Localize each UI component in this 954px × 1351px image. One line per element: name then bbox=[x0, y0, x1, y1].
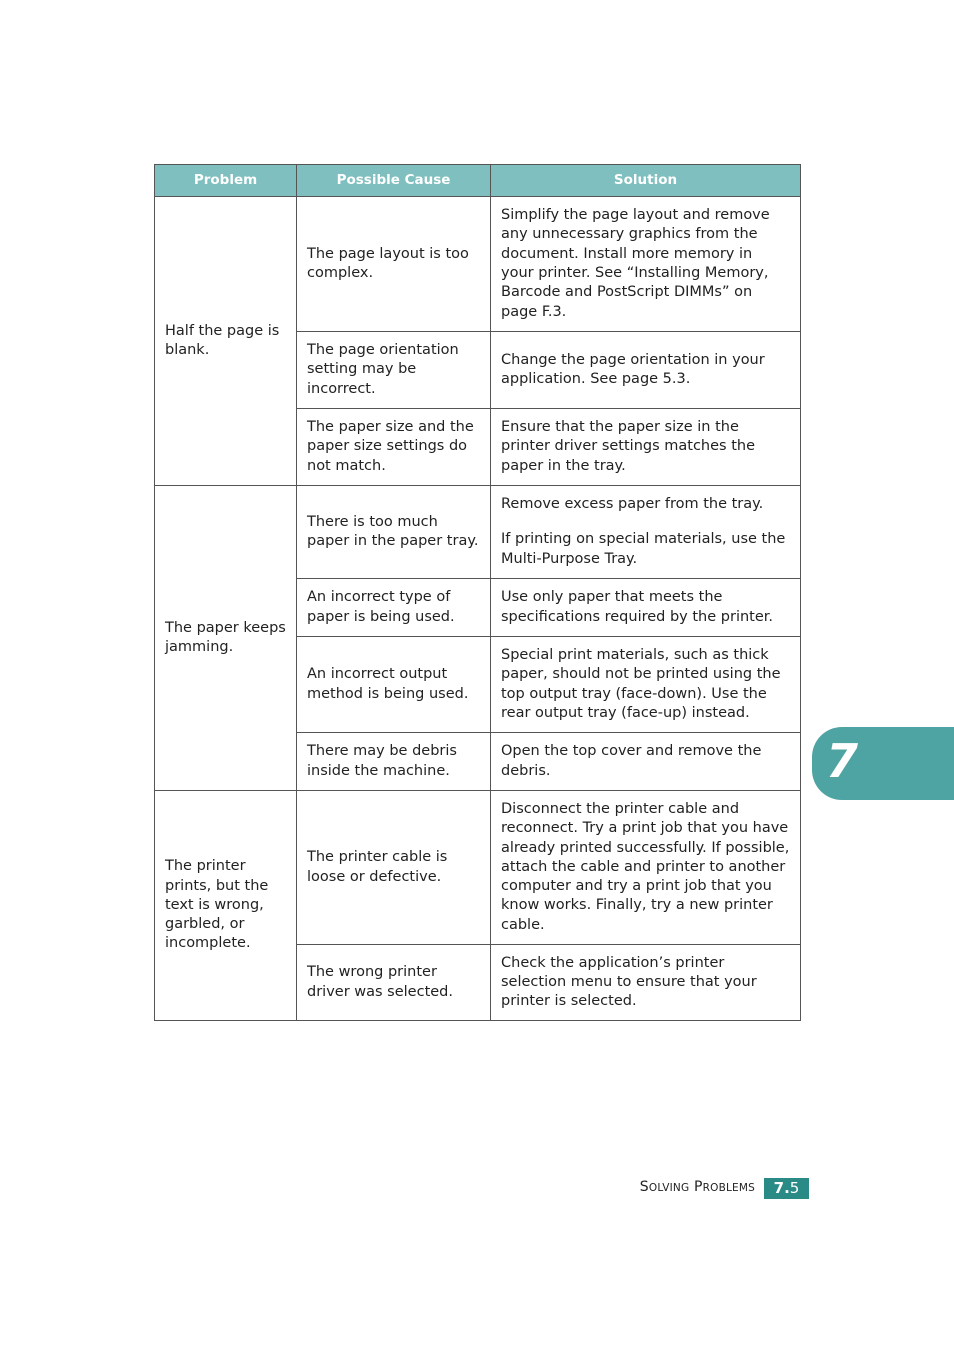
header-solution: Solution bbox=[491, 165, 801, 197]
solution-line: debris. bbox=[501, 762, 551, 779]
cause-line: The page orientation bbox=[307, 342, 459, 359]
cause-cell bbox=[297, 945, 491, 1021]
footer-section-title bbox=[640, 1179, 755, 1195]
cause-line: setting may be bbox=[307, 361, 417, 378]
solution-line: know works. Finally, try a new printer bbox=[501, 897, 773, 914]
chapter-tab bbox=[812, 727, 954, 800]
cause-line: paper is being used. bbox=[307, 608, 455, 625]
cause-line: loose or defective. bbox=[307, 868, 442, 885]
solution-cell bbox=[491, 945, 801, 1021]
solution-line: document. Install more memory in bbox=[501, 245, 753, 262]
cause-line: An incorrect output bbox=[307, 666, 448, 683]
table-row bbox=[155, 486, 801, 579]
solution-line: printer driver settings matches the bbox=[501, 438, 755, 455]
solution-line: computer and try a print job that you bbox=[501, 878, 772, 895]
cause-line: not match. bbox=[307, 457, 386, 474]
solution-cell bbox=[491, 637, 801, 733]
solution-line: Remove excess paper from the tray. bbox=[501, 496, 764, 513]
footer-rest-2: ROBLEMS bbox=[702, 1182, 755, 1194]
problem-line: text is wrong, bbox=[165, 896, 264, 913]
solution-line: already printed successfully. If possible, bbox=[501, 839, 790, 856]
chapter-number: 7 bbox=[826, 734, 859, 788]
solution-line: paper in the tray. bbox=[501, 457, 626, 474]
cause-cell bbox=[297, 486, 491, 579]
cause-line: The wrong printer bbox=[307, 964, 437, 981]
table-row bbox=[155, 791, 801, 945]
cause-cell bbox=[297, 197, 491, 332]
problem-line: The paper keeps bbox=[165, 619, 286, 636]
table-row bbox=[155, 197, 801, 332]
cause-cell bbox=[297, 409, 491, 486]
cause-line: complex. bbox=[307, 265, 374, 281]
cause-line: method is being used. bbox=[307, 685, 469, 702]
footer-initial-s: S bbox=[639, 1179, 649, 1195]
solution-line: Check the application’s printer bbox=[501, 954, 725, 971]
troubleshooting-table bbox=[154, 164, 801, 1021]
problem-line: garbled, or bbox=[165, 916, 245, 933]
solution-line: application. See page 5.3. bbox=[501, 371, 691, 387]
solution-line: attach the cable and printer to another bbox=[501, 858, 786, 875]
solution-cell bbox=[491, 409, 801, 486]
table-body bbox=[155, 197, 801, 1021]
solution-line: paper, should not be printed using the bbox=[501, 666, 781, 683]
cause-line: The page layout is too bbox=[307, 245, 469, 262]
solution-line: Change the page orientation in your bbox=[501, 351, 765, 368]
solution-line: Multi-Purpose Tray. bbox=[501, 550, 638, 567]
footer-initial-p: P bbox=[693, 1179, 703, 1195]
solution-line: printer is selected. bbox=[501, 993, 637, 1010]
solution-line: Special print materials, such as thick bbox=[501, 646, 769, 663]
solution-cell bbox=[491, 791, 801, 945]
cause-cell bbox=[297, 791, 491, 945]
cause-line: The printer cable is bbox=[307, 849, 448, 866]
cause-line: incorrect. bbox=[307, 380, 376, 397]
problem-line: Half the page is bbox=[165, 322, 280, 339]
solution-line: Simplify the page layout and remove bbox=[501, 207, 770, 224]
cause-line: driver was selected. bbox=[307, 983, 453, 1000]
header-possible-cause: Possible Cause bbox=[297, 165, 491, 197]
solution-line: rear output tray (face-up) instead. bbox=[501, 704, 750, 721]
solution-line: Barcode and PostScript DIMMs” on bbox=[501, 284, 753, 301]
solution-cell bbox=[491, 197, 801, 332]
page-number-badge bbox=[764, 1178, 809, 1199]
problem-cell bbox=[155, 197, 297, 486]
solution-cell bbox=[491, 733, 801, 791]
solution-line: Ensure that the paper size in the bbox=[501, 419, 739, 436]
problem-line: incomplete. bbox=[165, 935, 251, 952]
solution-line: If printing on special materials, use the bbox=[501, 531, 786, 548]
footer-rest-1: OLVING bbox=[648, 1182, 690, 1194]
solution-line: Disconnect the printer cable and bbox=[501, 800, 740, 817]
solution-line: your printer. See “Installing Memory, bbox=[501, 265, 769, 281]
cause-line: inside the machine. bbox=[307, 762, 450, 779]
solution-line: page F.3. bbox=[501, 303, 567, 320]
page-num: 5 bbox=[789, 1179, 800, 1197]
paragraph-gap bbox=[501, 514, 790, 530]
cause-cell bbox=[297, 332, 491, 409]
cause-line: paper in the paper tray. bbox=[307, 533, 479, 549]
cause-line: There may be debris bbox=[307, 743, 457, 760]
header-problem: Problem bbox=[155, 165, 297, 197]
cause-cell bbox=[297, 733, 491, 791]
problem-cell bbox=[155, 791, 297, 1021]
solution-line: specifications required by the printer. bbox=[501, 608, 774, 625]
solution-line: any unnecessary graphics from the bbox=[501, 226, 758, 243]
page-chapter: 7. bbox=[773, 1179, 790, 1197]
solution-line: reconnect. Try a print job that you have bbox=[501, 820, 789, 837]
problem-cell bbox=[155, 486, 297, 791]
cause-line: An incorrect type of bbox=[307, 589, 451, 606]
solution-cell bbox=[491, 486, 801, 579]
cause-line: paper size settings do bbox=[307, 438, 468, 455]
solution-cell bbox=[491, 579, 801, 637]
solution-line: cable. bbox=[501, 916, 545, 933]
problem-line: prints, but the bbox=[165, 877, 269, 894]
solution-line: top output tray (face-down). Use the bbox=[501, 685, 767, 702]
solution-line: Open the top cover and remove the bbox=[501, 743, 762, 760]
solution-line: Use only paper that meets the bbox=[501, 589, 723, 606]
solution-cell bbox=[491, 332, 801, 409]
cause-line: There is too much bbox=[307, 513, 438, 530]
problem-line: The printer bbox=[165, 858, 246, 875]
solution-line: selection menu to ensure that your bbox=[501, 973, 757, 990]
problem-line: jamming. bbox=[165, 639, 234, 655]
cause-line: The paper size and the bbox=[307, 419, 474, 436]
table-header-row bbox=[155, 165, 801, 197]
cause-cell bbox=[297, 637, 491, 733]
cause-cell bbox=[297, 579, 491, 637]
problem-line: blank. bbox=[165, 342, 210, 358]
